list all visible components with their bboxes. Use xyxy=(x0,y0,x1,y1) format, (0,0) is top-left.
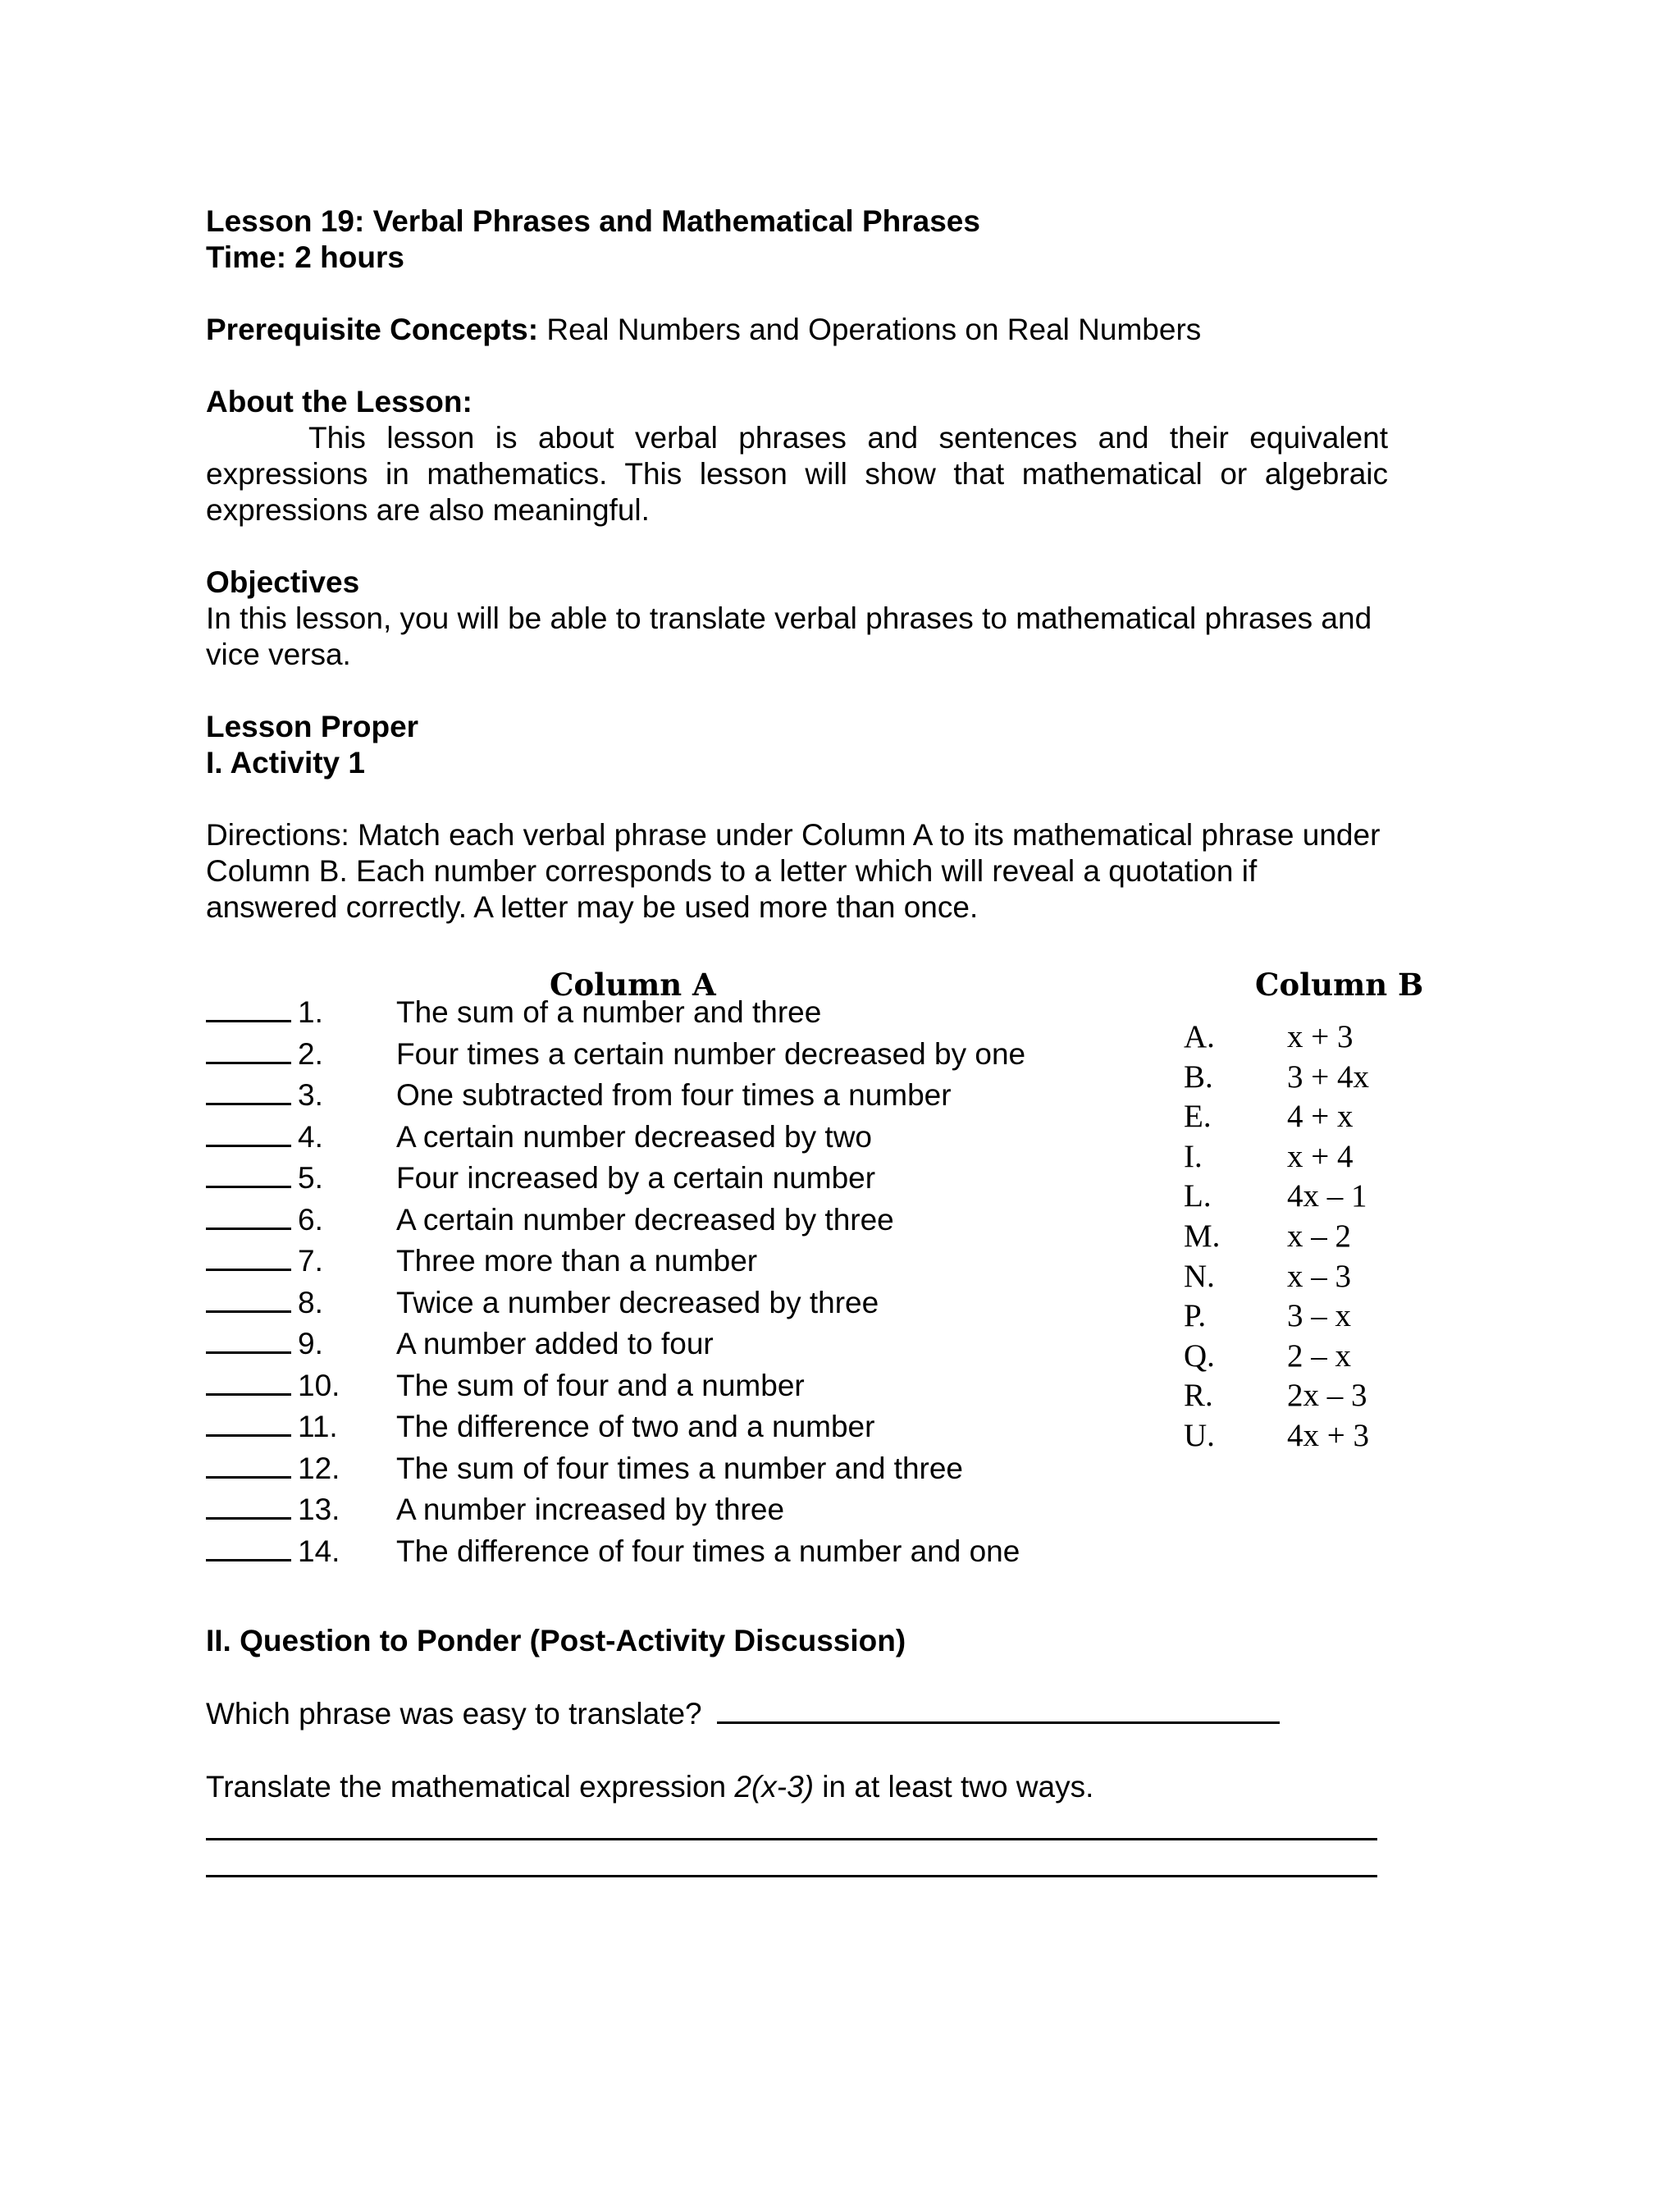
column-b-list xyxy=(1184,1017,1369,1456)
list-item: N. x – 3 xyxy=(1184,1258,1351,1294)
answer-blank[interactable] xyxy=(206,1060,291,1064)
list-item: R. 2x – 3 xyxy=(1184,1378,1367,1414)
list-item: B. 3 + 4x xyxy=(1184,1058,1369,1095)
about-paragraph: This lesson is about verbal phrases and sentences and their equivalent expressions in mathematics. This lesson will show that mathematical or algebraic expressions are also meaningful. xyxy=(206,421,1388,527)
answer-blank[interactable] xyxy=(206,1101,291,1105)
list-item: E. 4 + x xyxy=(1184,1099,1354,1135)
list-item: 5. Four increased by a certain number xyxy=(206,1160,1025,1202)
list-item: 9. A number added to four xyxy=(206,1326,1025,1368)
ponder-heading: II. Question to Ponder (Post-Activity Discussion) xyxy=(206,1624,906,1657)
answer-blank[interactable] xyxy=(206,1309,291,1313)
question-2-text: Translate the mathematical expression xyxy=(206,1770,727,1804)
answer-blank[interactable] xyxy=(206,1018,291,1022)
question-1-text: Which phrase was easy to translate? xyxy=(206,1697,702,1731)
list-item: 2. Four times a certain number decreased by one xyxy=(206,1036,1025,1078)
objectives-heading: Objectives xyxy=(206,565,360,599)
activity-heading: I. Activity 1 xyxy=(206,746,365,780)
list-item: Q. 2 – x xyxy=(1184,1337,1351,1374)
list-item: 10. The sum of four and a number xyxy=(206,1368,1025,1410)
list-item: I. x + 4 xyxy=(1184,1138,1354,1174)
list-item: A. x + 3 xyxy=(1184,1019,1354,1054)
about-heading: About the Lesson: xyxy=(206,385,472,418)
answer-blank[interactable] xyxy=(206,1474,291,1479)
lesson-proper-heading: Lesson Proper xyxy=(206,710,419,743)
list-item: 14. The difference of four times a number and one xyxy=(206,1534,1025,1575)
list-item: 3. One subtracted from four times a number xyxy=(206,1077,1025,1119)
answer-blank[interactable] xyxy=(206,1392,291,1396)
list-item: 6. A certain number decreased by three xyxy=(206,1202,1025,1244)
list-item: P. 3 – x xyxy=(1184,1298,1351,1334)
question-2-text-end: in at least two ways. xyxy=(822,1770,1094,1804)
answer-line[interactable] xyxy=(206,1875,1377,1877)
column-a-heading: Column A xyxy=(550,967,716,1003)
list-item: U. 4x + 3 xyxy=(1184,1417,1369,1453)
list-item: 7. Three more than a number xyxy=(206,1243,1025,1285)
prerequisite-label: Prerequisite Concepts: xyxy=(206,313,539,346)
answer-blank[interactable] xyxy=(206,1433,291,1437)
answer-line[interactable] xyxy=(206,1838,1377,1840)
directions-paragraph: Directions: Match each verbal phrase under Column A to its mathematical phrase under Column B. Each number corresponds to a letter which will reveal a quotation if answered correctly. A letter may be used more than once. xyxy=(206,818,1381,924)
lesson-title: Lesson 19: Verbal Phrases and Mathematical Phrases xyxy=(206,204,980,238)
column-a-list xyxy=(206,994,1025,1575)
list-item: 4. A certain number decreased by two xyxy=(206,1119,1025,1161)
answer-blank[interactable] xyxy=(206,1516,291,1520)
answer-blank[interactable] xyxy=(206,1267,291,1271)
list-item: 8. Twice a number decreased by three xyxy=(206,1285,1025,1327)
answer-blank[interactable] xyxy=(206,1226,291,1230)
list-item: 13. A number increased by three xyxy=(206,1492,1025,1534)
prerequisite-text: Real Numbers and Operations on Real Numbers xyxy=(546,313,1202,346)
answer-blank[interactable] xyxy=(206,1184,291,1188)
objectives-paragraph: In this lesson, you will be able to translate verbal phrases to mathematical phrases and vice versa. xyxy=(206,601,1372,671)
math-expression: 2(x-3) xyxy=(734,1770,815,1804)
lesson-time: Time: 2 hours xyxy=(206,240,404,274)
column-b-heading: Column B xyxy=(1255,967,1424,1003)
answer-blank[interactable] xyxy=(206,1557,291,1561)
list-item: L. 4x – 1 xyxy=(1184,1178,1367,1214)
list-item: 12. The sum of four times a number and three xyxy=(206,1451,1025,1493)
prerequisite-line xyxy=(206,312,1201,348)
answer-blank[interactable] xyxy=(206,1350,291,1354)
ponder-question-2 xyxy=(206,1769,1093,1805)
list-item: 11. The difference of two and a number xyxy=(206,1409,1025,1451)
ponder-question-1 xyxy=(206,1696,1280,1732)
answer-line[interactable] xyxy=(717,1720,1280,1724)
list-item: M. x – 2 xyxy=(1184,1218,1351,1254)
list-item: 1. The sum of a number and three xyxy=(206,994,1025,1036)
answer-blank[interactable] xyxy=(206,1143,291,1147)
